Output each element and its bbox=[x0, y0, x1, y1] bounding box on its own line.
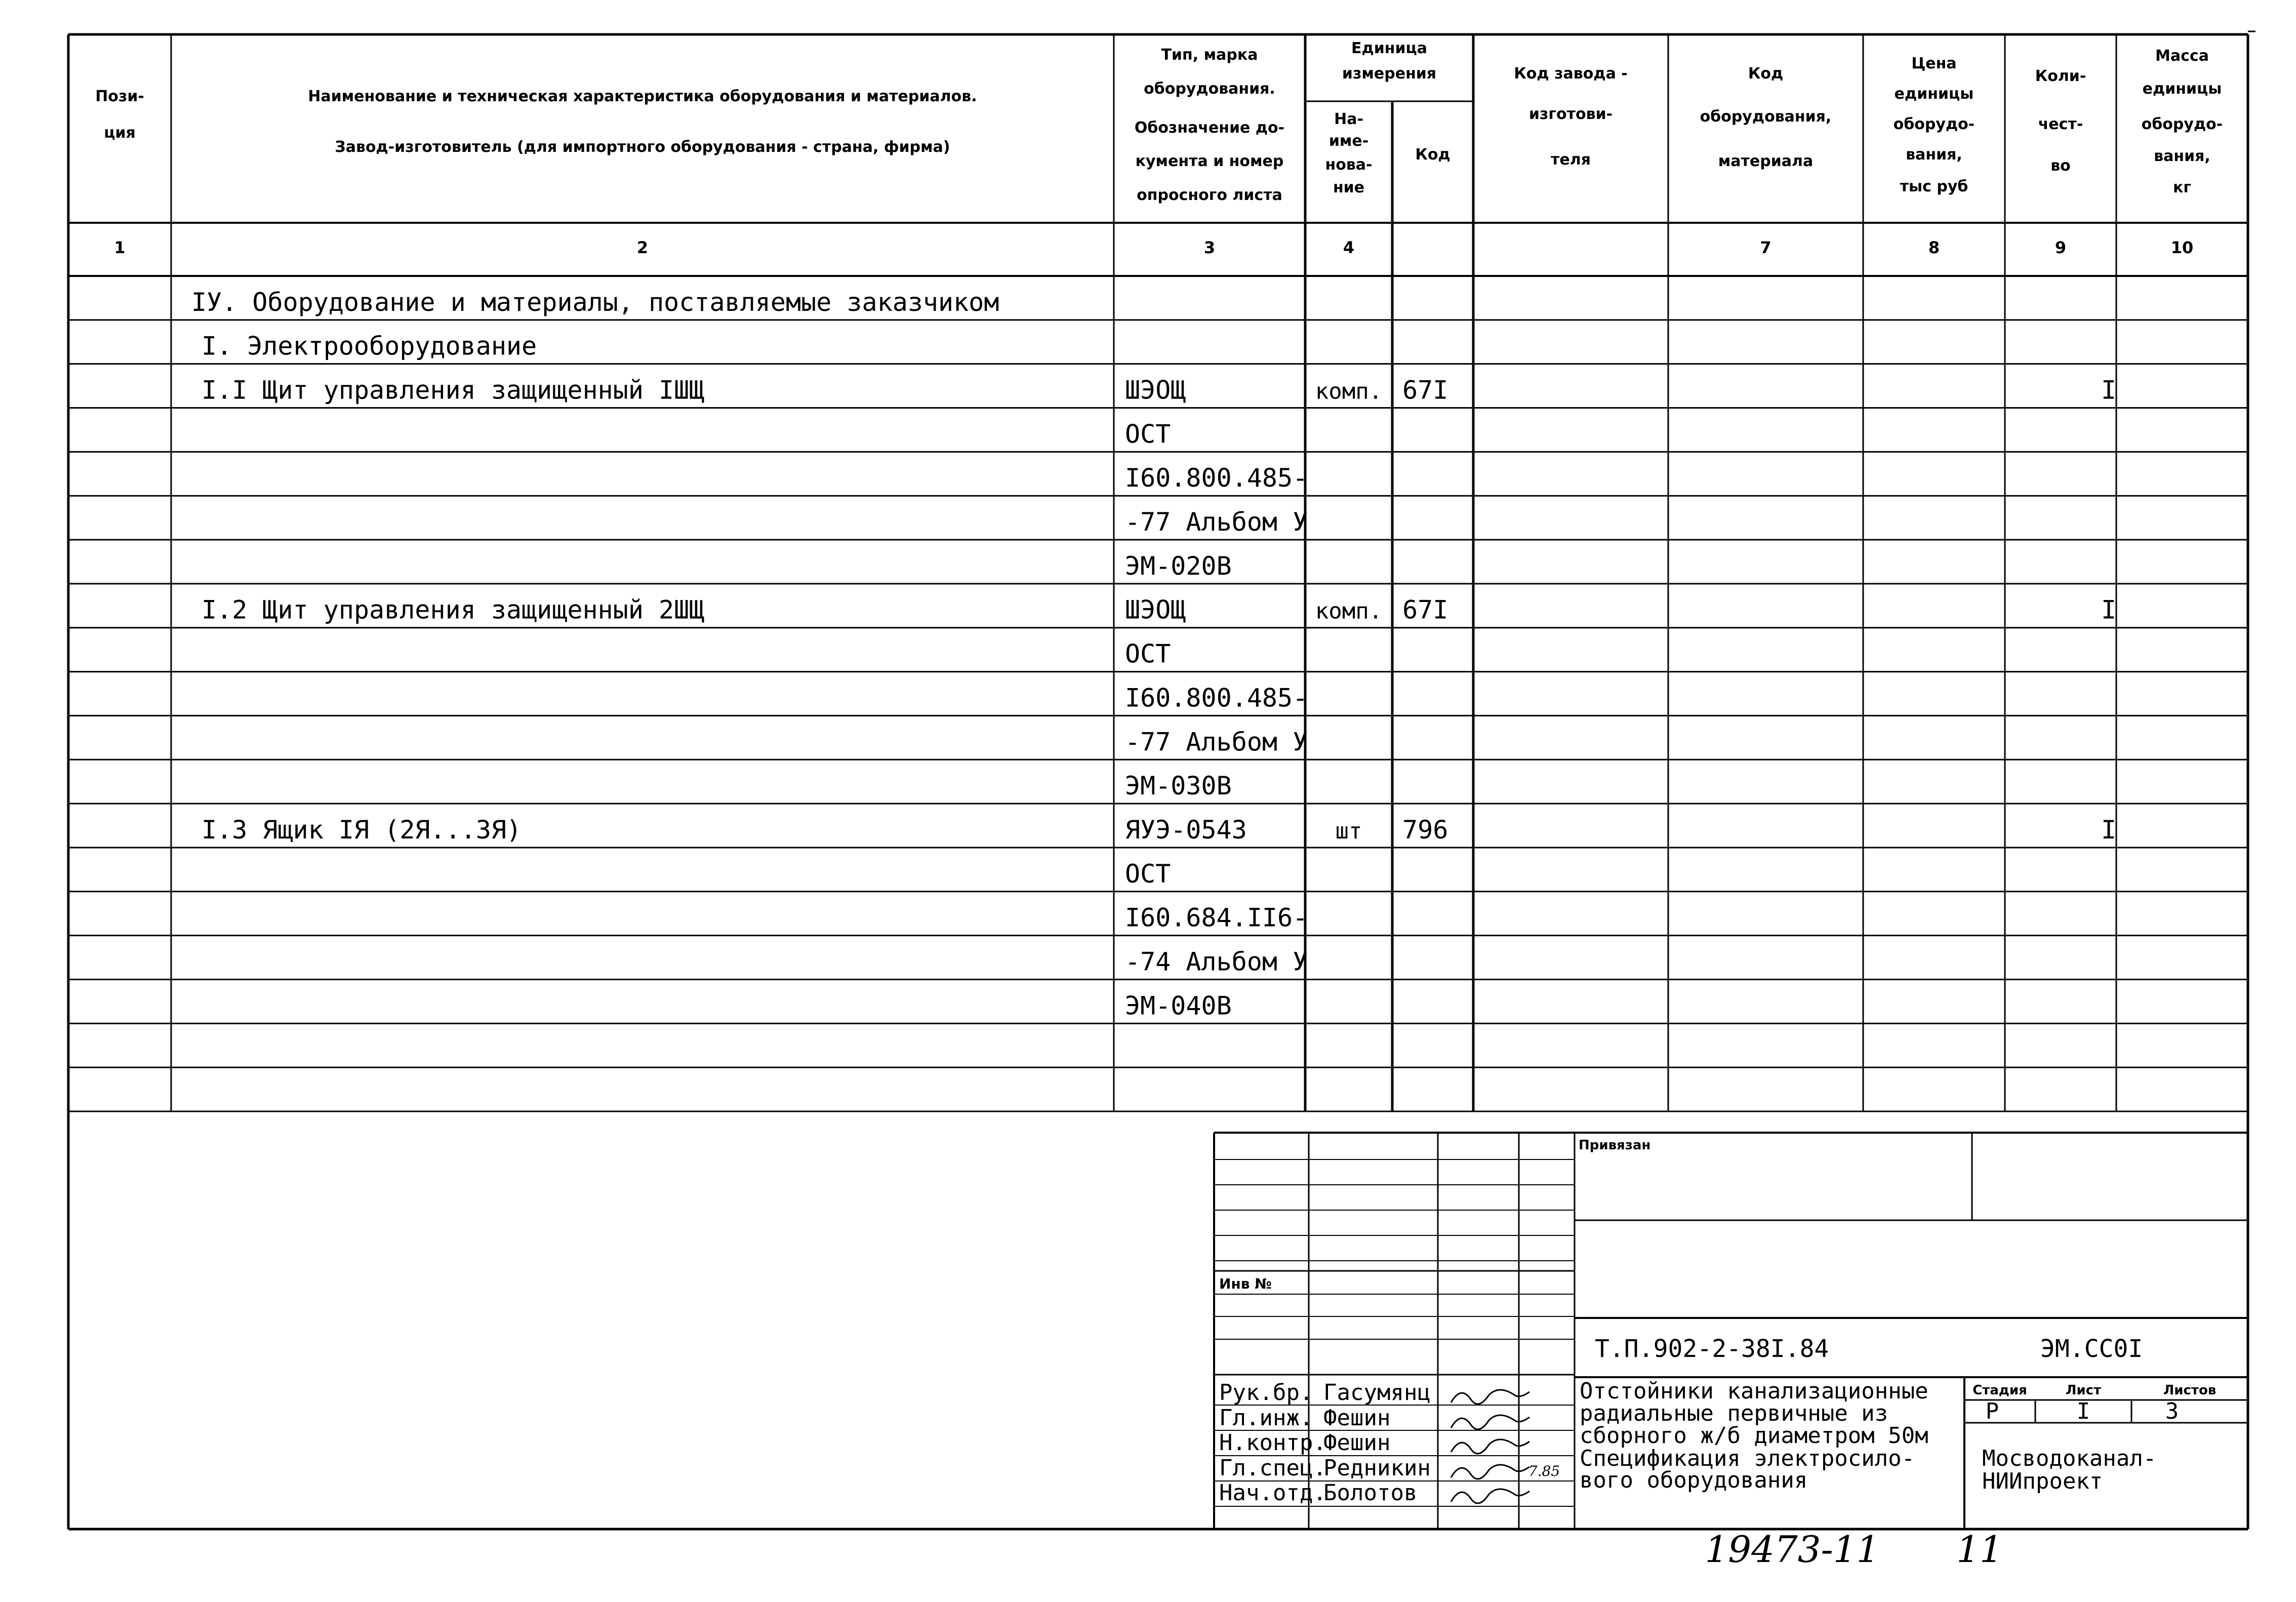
row-name: IУ. Оборудование и материалы, поставляемые заказчиком bbox=[191, 287, 999, 317]
row-unit-code: 67I bbox=[1402, 595, 1448, 625]
row-type: ШЭОЩ bbox=[1125, 595, 1186, 625]
stamp-privyazan-label: Привязан bbox=[1579, 1138, 1651, 1153]
column-number: 9 bbox=[2055, 238, 2067, 257]
header-type: оборудования. bbox=[1144, 80, 1275, 98]
header-unit-name: На- bbox=[1334, 110, 1363, 128]
header-mass: кг bbox=[2172, 179, 2192, 196]
stamp-title-line: сборного ж/б диаметром 50м bbox=[1580, 1423, 1928, 1449]
table-cells bbox=[95, 39, 2223, 1571]
row-type: -77 Альбом У bbox=[1125, 507, 1308, 537]
header-price: оборудо- bbox=[1893, 115, 1975, 133]
signature-scribble bbox=[1451, 1415, 1529, 1429]
stamp-document-code: ЭМ.СС0I bbox=[2040, 1335, 2143, 1363]
column-number: 1 bbox=[114, 238, 126, 257]
header-quantity: Коли- bbox=[2035, 67, 2086, 85]
row-type: I60.800.485- bbox=[1125, 683, 1308, 713]
stamp-date-scrawl: 7.85 bbox=[1528, 1463, 1560, 1479]
row-quantity: I bbox=[2101, 815, 2117, 845]
stamp-sheet-label: Лист bbox=[2065, 1383, 2102, 1398]
column-number: 7 bbox=[1760, 238, 1771, 257]
stamp-signer-role: Н.контр. bbox=[1219, 1430, 1326, 1456]
header-type: опросного листа bbox=[1137, 186, 1282, 204]
row-type: ШЭОЩ bbox=[1125, 375, 1186, 405]
row-type: ОСТ bbox=[1125, 639, 1171, 669]
header-unit-code: Код bbox=[1415, 146, 1451, 164]
header-price: вания, bbox=[1906, 146, 1962, 164]
row-type: -77 Альбом У bbox=[1125, 727, 1308, 757]
row-type: ЭМ-020В bbox=[1125, 551, 1232, 581]
stamp-signer-name: Гасумянц bbox=[1323, 1380, 1431, 1406]
stamp-title-line: радиальные первичные из bbox=[1580, 1400, 1888, 1426]
header-equipment-code: материала bbox=[1718, 152, 1814, 170]
row-type: I60.800.485- bbox=[1125, 463, 1308, 493]
stamp-document-number: Т.П.902-2-38I.84 bbox=[1595, 1335, 1829, 1363]
row-unit-code: 67I bbox=[1402, 375, 1448, 405]
row-type: I60.684.II6- bbox=[1125, 903, 1308, 933]
stamp-title-line: Спецификация электросило- bbox=[1580, 1446, 1915, 1471]
header-factory-code: изготови- bbox=[1528, 105, 1613, 123]
stamp-signer-name: Фешин bbox=[1323, 1430, 1391, 1456]
signature-scribble bbox=[1451, 1465, 1529, 1479]
header-unit: измерения bbox=[1342, 65, 1437, 83]
header-unit-name: ние bbox=[1333, 179, 1365, 196]
row-unit-code: 796 bbox=[1402, 815, 1448, 845]
header-mass: оборудо- bbox=[2141, 115, 2223, 133]
stamp-signer-role: Рук.бр. bbox=[1219, 1380, 1313, 1406]
row-unit: комп. bbox=[1315, 378, 1383, 405]
header-position: ция bbox=[104, 124, 136, 142]
header-equipment-code: Код bbox=[1748, 65, 1784, 83]
header-unit-name: име- bbox=[1328, 132, 1369, 150]
column-number: 8 bbox=[1928, 238, 1940, 257]
header-mass: вания, bbox=[2154, 147, 2210, 165]
header-manufacturer: Завод-изготовитель (для импортного оборудования - страна, фирма) bbox=[335, 138, 950, 156]
stamp-title-line: Отстойники канализационные bbox=[1580, 1378, 1928, 1404]
stamp-title-line: вого оборудования bbox=[1580, 1467, 1808, 1493]
row-name: I.2 Щит управления защищенный 2ШЩ bbox=[202, 595, 705, 625]
page-number: 11 bbox=[1956, 1528, 2003, 1571]
header-mass: единицы bbox=[2142, 80, 2222, 98]
stamp-inventory-label: Инв № bbox=[1219, 1275, 1272, 1292]
header-unit: Единица bbox=[1351, 39, 1427, 57]
row-unit: шт bbox=[1335, 818, 1362, 844]
row-type: -74 Альбом У bbox=[1125, 947, 1308, 977]
column-number: 10 bbox=[2170, 238, 2194, 257]
header-mass: Масса bbox=[2155, 47, 2209, 65]
header-type: Тип, марка bbox=[1161, 46, 1258, 64]
stamp-signer-name: Фешин bbox=[1323, 1405, 1391, 1431]
row-quantity: I bbox=[2101, 375, 2117, 405]
stamp-signer-role: Нач.отд. bbox=[1219, 1480, 1326, 1506]
row-type: ЭМ-040В bbox=[1125, 991, 1232, 1021]
header-factory-code: Код завода - bbox=[1514, 65, 1628, 83]
row-name: I. Электрооборудование bbox=[202, 331, 537, 361]
header-type: Обозначение до- bbox=[1134, 119, 1285, 137]
archive-number: 19473-11 bbox=[1705, 1528, 1880, 1571]
stamp-stage: Р bbox=[1985, 1398, 1999, 1424]
header-quantity: во bbox=[2050, 157, 2071, 175]
header-quantity: чест- bbox=[2038, 115, 2083, 133]
header-unit-name: нова- bbox=[1325, 156, 1373, 174]
stamp-signer-role: Гл.инж. bbox=[1219, 1405, 1313, 1431]
stamp-signer-name: Редникин bbox=[1323, 1455, 1431, 1481]
header-position: Пози- bbox=[95, 88, 144, 105]
stamp-signer-role: Гл.спец. bbox=[1219, 1455, 1326, 1481]
column-number: 3 bbox=[1203, 238, 1216, 257]
stamp-organization: Мосводоканал- bbox=[1982, 1446, 2157, 1471]
header-price: тыс руб bbox=[1900, 178, 1968, 195]
row-quantity: I bbox=[2101, 595, 2117, 625]
signature-scribble bbox=[1451, 1489, 1529, 1503]
header-factory-code: теля bbox=[1551, 151, 1591, 169]
row-type: ОСТ bbox=[1125, 859, 1171, 889]
header-name: Наименование и техническая характеристика оборудования и материалов. bbox=[308, 88, 977, 105]
header-price: Цена bbox=[1911, 55, 1957, 72]
column-number: 4 bbox=[1343, 238, 1355, 257]
column-number: 2 bbox=[636, 238, 649, 257]
row-type: ЯУЭ-0543 bbox=[1125, 815, 1247, 845]
row-name: I.3 Ящик IЯ (2Я...3Я) bbox=[202, 815, 522, 845]
row-type: ОСТ bbox=[1125, 419, 1171, 449]
stamp-signer-name: Болотов bbox=[1323, 1480, 1418, 1506]
signature-scribble bbox=[1451, 1390, 1529, 1404]
stamp-sheet: I bbox=[2076, 1398, 2090, 1424]
header-type: кумента и номер bbox=[1135, 152, 1284, 170]
stamp-sheets: 3 bbox=[2165, 1398, 2179, 1424]
stamp-sheets-label: Листов bbox=[2163, 1383, 2217, 1398]
row-name: I.I Щит управления защищенный IШЩ bbox=[202, 375, 705, 405]
header-price: единицы bbox=[1894, 85, 1974, 103]
stamp-stage-label: Стадия bbox=[1972, 1383, 2027, 1398]
row-type: ЭМ-030В bbox=[1125, 771, 1232, 801]
header-equipment-code: оборудования, bbox=[1700, 108, 1832, 126]
row-unit: комп. bbox=[1315, 598, 1383, 624]
stamp-organization: НИИпроект bbox=[1982, 1468, 2103, 1494]
signature-scribble bbox=[1451, 1439, 1529, 1454]
